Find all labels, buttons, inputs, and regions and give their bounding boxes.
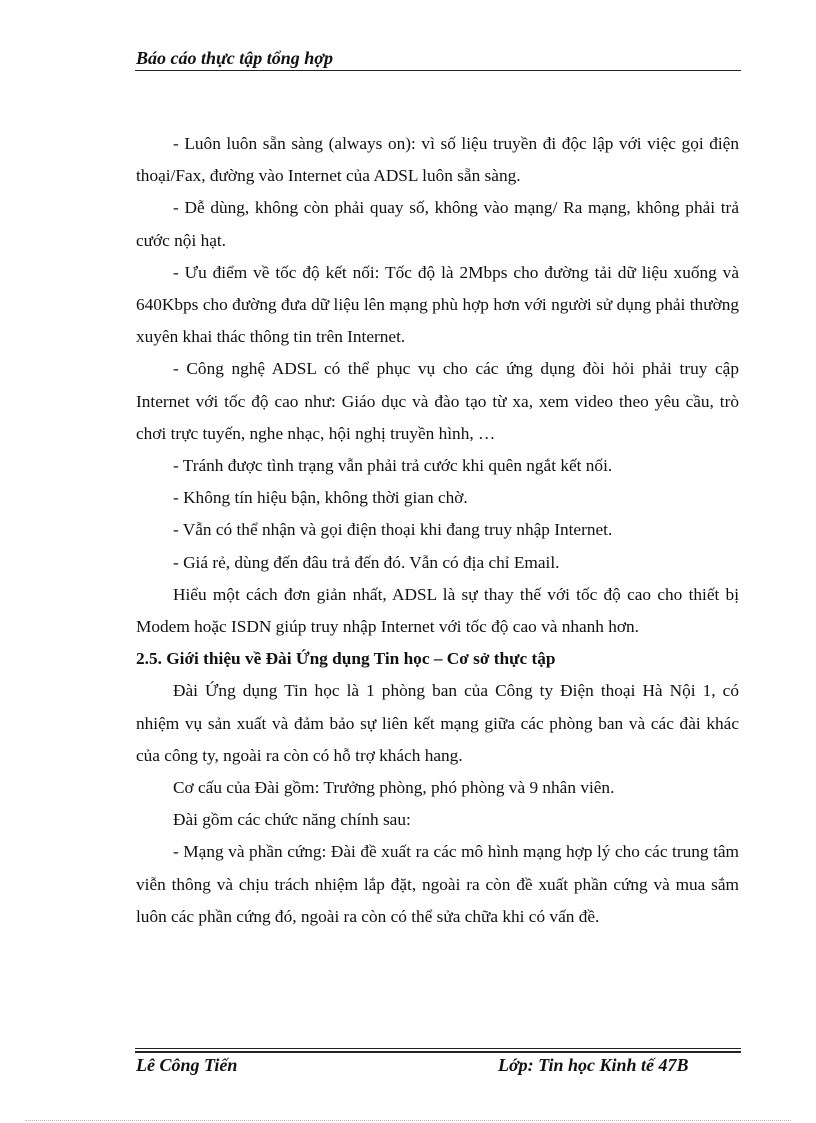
page-header-title: Báo cáo thực tập tổng hợp bbox=[136, 48, 333, 68]
document-body bbox=[136, 128, 739, 933]
paragraph: Hiểu một cách đơn giản nhất, ADSL là sự thay thế với tốc độ cao cho thiết bị Modem hoặc ISDN giúp truy nhập Internet với tốc độ cao và nhanh hơn. bbox=[136, 584, 739, 637]
paragraph: - Vẫn có thể nhận và gọi điện thoại khi đang truy nhập Internet. bbox=[173, 520, 613, 540]
paragraph: Cơ cấu của Đài gồm: Trưởng phòng, phó phòng và 9 nhân viên. bbox=[173, 778, 615, 798]
header-divider bbox=[135, 70, 741, 71]
paragraph: - Luôn luôn sẵn sàng (always on): vì số liệu truyền đi độc lập với việc gọi điện thoại/Fax, đường vào Internet của ADSL luôn sẵn sàng. bbox=[136, 134, 739, 186]
paragraph: - Dễ dùng, không còn phải quay số, không vào mạng/ Ra mạng, không phải trả cước nội hạt. bbox=[136, 198, 739, 250]
section-heading: 2.5. Giới thiệu về Đài Ứng dụng Tin học – Cơ sở thực tập bbox=[136, 649, 556, 669]
paragraph: - Giá rẻ, dùng đến đâu trả đến đó. Vẫn có địa chỉ Email. bbox=[173, 552, 560, 572]
paragraph: Đài gồm các chức năng chính sau: bbox=[173, 810, 411, 830]
page-bottom-edge bbox=[25, 1120, 791, 1121]
paragraph: - Ưu điểm về tốc độ kết nối: Tốc độ là 2Mbps cho đường tải dữ liệu xuống và 640Kbps cho đường đưa dữ liệu lên mạng phù hợp hơn với người sử dụng phải thường xuyên khai thác thông tin trên Internet. bbox=[136, 262, 739, 347]
footer-author: Lê Công Tiến bbox=[136, 1055, 238, 1075]
footer-class-label: Lớp: Tin học Kinh tế 47B bbox=[498, 1055, 689, 1075]
paragraph: - Công nghệ ADSL có thể phục vụ cho các ứng dụng đòi hỏi phải truy cập Internet với tốc độ cao như: Giáo dục và đào tạo từ xa, xem video theo yêu cầu, trò chơi trực tuyến, nghe nhạc, hội nghị truyền hình, … bbox=[136, 359, 739, 443]
paragraph: - Không tín hiệu bận, không thời gian chờ. bbox=[173, 488, 468, 508]
paragraph: - Mạng và phần cứng: Đài đề xuất ra các mô hình mạng hợp lý cho các trung tâm viễn thông và chịu trách nhiệm lắp đặt, ngoài ra còn đề xuất phần cứng và mua sắm luôn các phần cứng đó, ngoài ra còn có thể sửa chữa khi có vấn đề. bbox=[136, 842, 739, 926]
footer-divider bbox=[135, 1048, 741, 1049]
paragraph: - Tránh được tình trạng vẫn phải trả cước khi quên ngắt kết nối. bbox=[173, 456, 613, 476]
footer-divider-thick bbox=[135, 1051, 741, 1053]
paragraph: Đài Ứng dụng Tin học là 1 phòng ban của Công ty Điện thoại Hà Nội 1, có nhiệm vụ sản xuất và đảm bảo sự liên kết mạng giữa các phòng ban và các đài khác của công ty, ngoài ra còn có hỗ trợ khách hang. bbox=[136, 681, 739, 765]
